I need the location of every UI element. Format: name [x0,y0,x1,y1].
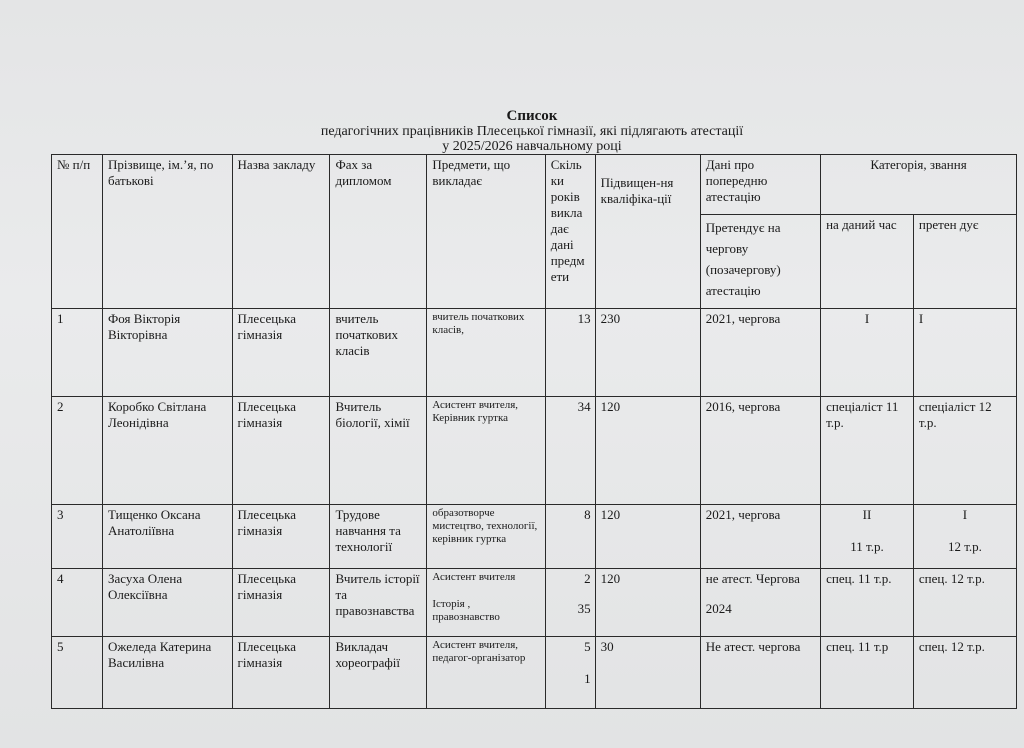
row-category-current: I [821,309,914,397]
row-claim: 2021, чергова [700,309,820,397]
row-years [545,637,595,709]
row-school: Плесецька гімназія [232,309,330,397]
table-row [52,309,1017,397]
row-name: Ожеледа Катерина Василівна [103,637,233,709]
row-num: 4 [52,569,103,637]
header-pretends: претен дує [913,215,1016,309]
header-subjects: Предмети, що викладає [427,155,545,309]
row-num: 1 [52,309,103,397]
row-category-pretends: спец. 12 т.р. [913,637,1016,709]
row-diploma: Вчитель біології, хімії [330,397,427,505]
row-category-pretends: спеціаліст 12 т.р. [913,397,1016,505]
row-qualification: 30 [595,637,700,709]
row-diploma: Викладач хореографії [330,637,427,709]
document-title: Список [506,108,558,124]
row-num: 2 [52,397,103,505]
years-secondary: 1 [584,671,591,686]
header-previous: Дані про попередню атестацію [700,155,820,215]
header-diploma: Фах за дипломом [330,155,427,309]
row-claim: 2016, чергова [700,397,820,505]
attestation-table [51,154,1017,709]
header-name: Прізвище, ім.’я, по батькові [103,155,233,309]
years-primary: 2 [584,571,591,586]
row-years: 8 [545,505,595,569]
header-school: Назва закладу [232,155,330,309]
table-row [52,637,1017,709]
claim-status: не атест. Чергова [705,571,800,586]
row-subjects [427,569,545,637]
row-category-pretends: I [913,309,1016,397]
row-category-current: спеціаліст 11 т.р. [821,397,914,505]
row-claim [700,569,820,637]
table-row [52,569,1017,637]
category-current-level: II [862,507,872,522]
row-category-current: спец. 11 т.р [821,637,914,709]
row-category-current [821,505,914,569]
row-claim: Не атест. чергова [700,637,820,709]
row-name: Коробко Світлана Леонідівна [103,397,233,505]
row-subjects: Асистент вчителя, Керівник гуртка [427,397,545,505]
row-school: Плесецька гімназія [232,569,330,637]
row-qualification: 120 [595,505,700,569]
category-pretends-year: 12 т.р. [947,539,982,554]
document-header [0,108,1024,154]
row-years: 13 [545,309,595,397]
document-year: у 2025/2026 навчальному році [442,139,622,154]
header-category: Категорія, звання [821,155,1017,215]
row-diploma: Трудове навчання та технології [330,505,427,569]
row-qualification: 120 [595,569,700,637]
row-school: Плесецька гімназія [232,397,330,505]
row-name: Тищенко Оксана Анатоліївна [103,505,233,569]
category-pretends-level: I [962,507,968,522]
table-row [52,505,1017,569]
years-primary: 5 [584,639,591,654]
document-subtitle: педагогічних працівників Плесецької гімназії, які підлягають атестації [320,124,744,139]
claim-year: 2024 [705,601,732,616]
row-qualification: 230 [595,309,700,397]
header-row [52,155,1017,215]
row-diploma: Вчитель історії та правознавства [330,569,427,637]
row-category-pretends: спец. 12 т.р. [913,569,1016,637]
years-secondary: 35 [577,601,591,616]
row-diploma: вчитель початкових класів [330,309,427,397]
header-num: № п/п [52,155,103,309]
row-claim: 2021, чергова [700,505,820,569]
table-row [52,397,1017,505]
row-name: Фоя Вікторія Вікторівна [103,309,233,397]
row-years: 34 [545,397,595,505]
row-school: Плесецька гімназія [232,637,330,709]
row-num: 3 [52,505,103,569]
row-category-current: спец. 11 т.р. [821,569,914,637]
header-current: на даний час [821,215,914,309]
header-years: Скіль ки років викла дає дані предм ети [545,155,595,309]
row-school: Плесецька гімназія [232,505,330,569]
row-category-pretends [913,505,1016,569]
row-years [545,569,595,637]
row-num: 5 [52,637,103,709]
row-qualification: 120 [595,397,700,505]
header-claim: Претендує на чергову (позачергову) атестацію [700,215,820,309]
row-subjects: Асистент вчителя, педагог-організатор [427,637,545,709]
row-subjects: образотворче мистецтво, технології, керівник гуртка [427,505,545,569]
category-current-year: 11 т.р. [850,539,884,554]
row-name: Засуха Олена Олексіївна [103,569,233,637]
row-subjects: вчитель початкових класів, [427,309,545,397]
subjects-secondary: Історія , правознавство [432,598,500,623]
subjects-primary: Асистент вчителя [432,571,516,583]
header-qualification: Підвищен-ня кваліфіка-ції [595,155,700,309]
